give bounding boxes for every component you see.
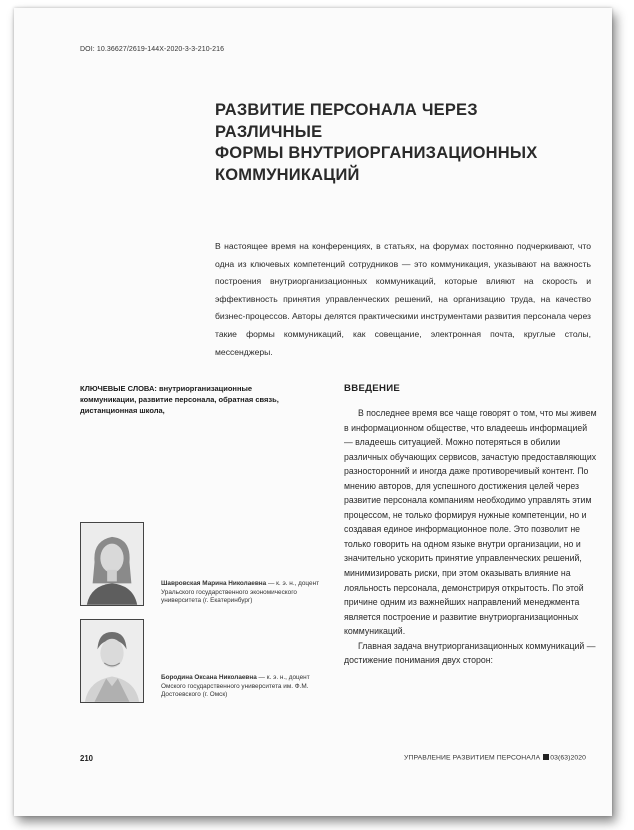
square-icon bbox=[543, 754, 549, 760]
journal-name: УПРАВЛЕНИЕ РАЗВИТИЕМ ПЕРСОНАЛА bbox=[404, 754, 541, 762]
title-line: КОММУНИКАЦИЙ bbox=[215, 165, 360, 184]
keywords-label: КЛЮЧЕВЫЕ СЛОВА: bbox=[80, 384, 157, 393]
author-photo bbox=[80, 522, 144, 606]
author-details: — к. э. н., доцент Омского государственного университета им. Ф.М. Достоевского (г. Омск) bbox=[161, 674, 310, 699]
author-photo bbox=[80, 619, 144, 703]
page-number: 210 bbox=[80, 754, 94, 763]
journal-footer bbox=[404, 754, 586, 762]
body-text bbox=[344, 406, 598, 668]
section-heading: ВВЕДЕНИЕ bbox=[344, 383, 401, 394]
article-page bbox=[14, 8, 612, 816]
body-paragraph: В последнее время все чаще говорят о том, что мы живем в информационном обществе, что владеешь информацией — владеешь ситуацией. Можно потеряться в обилии различных обучающих сервисов, зачастую предоставляющих разносторонний и иногда даже противоречивый контент. По мнению авторов, для успешного достижения целей через развитие персонала компаниям необходимо управлять этим процессом, не только формируя нужные компетенции, но и создавая единое информационное поле. Это позволит не только говорить на одном языке внутри организации, но и значительно ускорить принятие управленческих решений, минимизировать риски, при этом оказывать влияние на лояльность персонала, демонстрируя открытость. По этой причине одним из важнейших направлений менеджмента является построение и развитие внутриорганизационных коммуникаций. bbox=[344, 408, 597, 637]
portrait-icon bbox=[81, 620, 143, 702]
author-info bbox=[161, 674, 336, 700]
author-name: Бородина Оксана Николаевна bbox=[161, 674, 257, 681]
author-details: — к. э. н., доцент Уральского государственного экономического университета (г. Екатеринбург) bbox=[161, 580, 320, 605]
body-paragraph: Главная задача внутриорганизационных коммуникаций — достижение понимания двух сторон: bbox=[344, 640, 596, 666]
portrait-icon bbox=[81, 523, 143, 605]
keywords-text: внутриорганизационные коммуникации, развитие персонала, обратная связь, дистанционная школа, bbox=[80, 384, 279, 415]
title-line: РАЗВИТИЕ ПЕРСОНАЛА ЧЕРЕЗ РАЗЛИЧНЫЕ bbox=[215, 101, 478, 141]
abstract: В настоящее время на конференциях, в статьях, на форумах постоянно подчеркивают, что одна из ключевых компетенций сотрудников — это коммуникация, указывают на важность построения внутриорганизационных коммуникаций, которые влияют на скорость и эффективность принятия управленческих решений, на организацию труда, на качество бизнес-процессов. Авторы делятся практическими инструментами развития персонала через такие формы коммуникаций, как совещание, электронная почта, круглые столы, мессенджеры. bbox=[215, 241, 591, 357]
journal-issue: 03(63)2020 bbox=[550, 754, 586, 762]
keywords bbox=[80, 383, 305, 416]
doi-line: DOI: 10.36627/2619-144X-2020-3-3-210-216 bbox=[80, 46, 225, 53]
author-info bbox=[161, 580, 336, 606]
article-title bbox=[215, 100, 575, 186]
author-name: Шавровская Марина Николаевна bbox=[161, 580, 267, 587]
title-line: ФОРМЫ ВНУТРИОРГАНИЗАЦИОННЫХ bbox=[215, 144, 538, 162]
